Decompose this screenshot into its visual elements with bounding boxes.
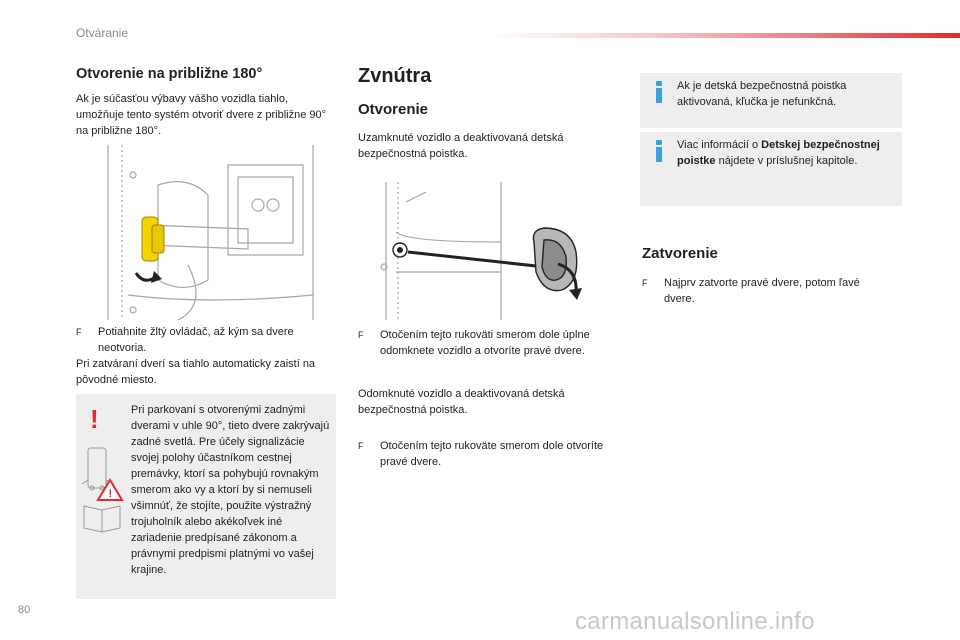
closing-note-paragraph: Pri zatváraní dverí sa tiahlo automaticky zaistí na pôvodné miesto.: [76, 358, 316, 386]
bullet-text: Najprv zatvorte pravé dvere, potom ľavé dvere.: [664, 277, 860, 305]
warning-exclamation-icon: !: [90, 404, 99, 434]
bullet-symbol: F: [358, 441, 364, 451]
info-icon: [654, 81, 664, 103]
bullet-close-order: [642, 275, 892, 307]
section-title: Otváranie: [76, 26, 129, 40]
warning-box: [76, 394, 336, 599]
bullet-turn-handle-open: [358, 438, 620, 470]
locked-state-text: Uzamknuté vozidlo a deaktivovaná detská bezpečnostná poistka.: [358, 132, 564, 160]
door-check-strap-drawing: [88, 145, 328, 320]
interior-handle-drawing: [366, 182, 611, 320]
heading-inside: Zvnútra: [358, 65, 432, 87]
bullet-pull-yellow-handle: [76, 324, 338, 356]
info-box-more-info: [640, 132, 902, 206]
page-number: 80: [18, 604, 31, 616]
bullet-symbol: F: [76, 327, 82, 337]
watermark-text: carmanualsonline.info: [575, 608, 815, 635]
svg-text:!: !: [108, 488, 113, 500]
door-check-strap-illustration: [88, 145, 328, 320]
subheading-opening: Otvorenie: [358, 101, 429, 118]
bullet-text: Otočením tejto rukoväti smerom dole úplne odomknete vozidlo a otvoríte pravé dvere.: [380, 329, 590, 357]
bullet-text: Otočením tejto rukoväte smerom dole otvoríte pravé dvere.: [380, 440, 604, 468]
rear-doors-triangle-icon: [80, 440, 128, 540]
interior-handle-illustration: [366, 182, 611, 320]
child-lock-reference: Detskej bezpečnostnej poistke: [677, 139, 880, 167]
intro-paragraph: Ak je súčasťou výbavy vášho vozidla tiahlo, umožňuje tento systém otvoriť dvere z približne 90° na približne 180°.: [76, 93, 327, 137]
unlocked-state-text: Odomknuté vozidlo a deaktivovaná detská bezpečnostná poistka.: [358, 388, 565, 416]
info-text-child-lock: Ak je detská bezpečnostná poistka aktivovaná, kľučka je nefunkčná.: [677, 80, 847, 108]
rear-doors-triangle-drawing: [80, 440, 128, 540]
bullet-symbol: F: [358, 330, 364, 340]
heading-opening-180: Otvorenie na približne 180°: [76, 66, 263, 82]
bullet-turn-handle-unlock: [358, 327, 620, 359]
warning-text: Pri parkovaní s otvorenými zadnými dverami v uhle 90°, tieto dvere zakrývajú zadné svetlá. Pre účely signalizácie svojej polohy účastníkom cestnej premávky, ktorí sa pohybujú rovnakým smerom ako vy a ktorí by si nemuseli všimnúť, že stojíte, použite výstražný trojuholník alebo akékoľvek iné zariadenie predpísané zákonom a právnymi predpismi platnými vo vašej krajine.: [131, 404, 330, 576]
bullet-symbol: F: [642, 278, 648, 288]
info-text-more-info: Viac informácií o Detskej bezpečnostnej poistke nájdete v príslušnej kapitole.: [677, 139, 880, 167]
info-box-child-lock: [640, 73, 902, 128]
bullet-text: Potiahnite žltý ovládač, až kým sa dvere neotvoria.: [98, 326, 294, 354]
heading-closing: Zatvorenie: [642, 245, 718, 262]
info-icon: [654, 140, 664, 162]
header-accent-bar: [490, 33, 960, 38]
